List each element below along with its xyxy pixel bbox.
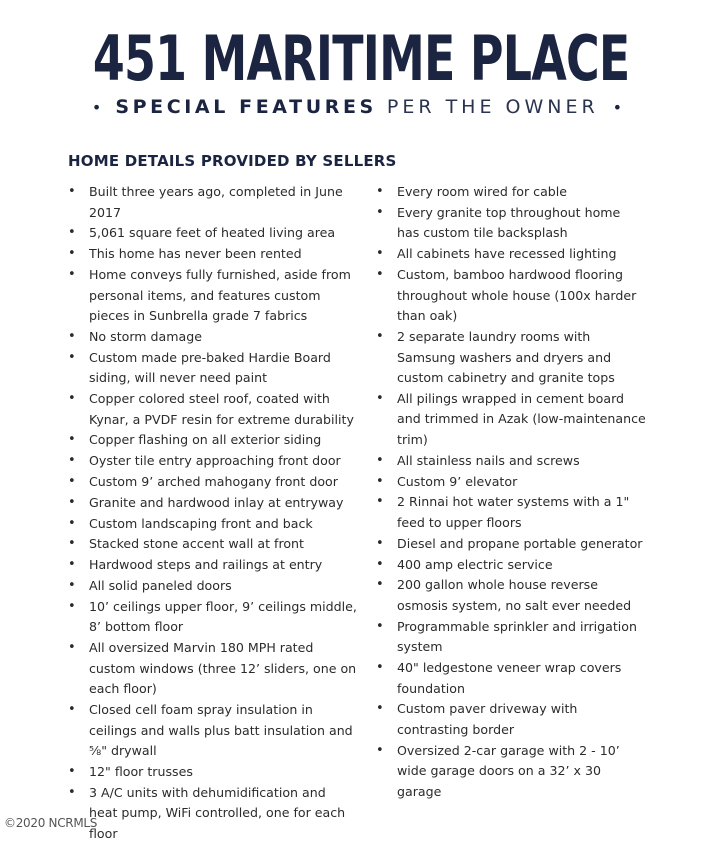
feature-item: • 400 amp electric service <box>376 555 646 576</box>
feature-item: • All stainless nails and screws <box>376 451 646 472</box>
feature-item: • 2 separate laundry rooms with Samsung washers and dryers and custom cabinetry and granite tops <box>376 327 646 389</box>
feature-item: • Custom made pre-baked Hardie Board siding, will never need paint <box>68 348 358 389</box>
feature-item: • Every granite top throughout home has custom tile backsplash <box>376 203 646 244</box>
feature-item: • Custom 9’ elevator <box>376 472 646 493</box>
feature-item: • 2 Rinnai hot water systems with a 1" feed to upper floors <box>376 492 646 533</box>
feature-item: • Copper colored steel roof, coated with Kynar, a PVDF resin for extreme durability <box>68 389 358 430</box>
feature-item: • Diesel and propane portable generator <box>376 534 646 555</box>
section-heading: HOME DETAILS PROVIDED BY SELLERS <box>68 152 397 170</box>
copyright-notice: ©2020 NCRMLS <box>4 816 98 830</box>
feature-item: • 200 gallon whole house reverse osmosis system, no salt ever needed <box>376 575 646 616</box>
feature-item: • Custom paver driveway with contrasting border <box>376 699 646 740</box>
page-title: 451 MARITIME PLACE <box>92 22 630 95</box>
feature-item: • Oversized 2-car garage with 2 - 10’ wide garage doors on a 32’ x 30 garage <box>376 741 646 803</box>
feature-item: • Copper flashing on all exterior siding <box>68 430 358 451</box>
feature-item: • 12" floor trusses <box>68 762 358 783</box>
feature-item: • All solid paneled doors <box>68 576 358 597</box>
subtitle-special-features: SPECIAL FEATURES <box>115 96 377 118</box>
feature-list-left <box>68 182 358 845</box>
feature-item: • Every room wired for cable <box>376 182 646 203</box>
feature-item: • 3 A/C units with dehumidification and heat pump, WiFi controlled, one for each floor <box>68 783 358 845</box>
feature-item: • Hardwood steps and railings at entry <box>68 555 358 576</box>
feature-item: • Granite and hardwood inlay at entryway <box>68 493 358 514</box>
feature-item: • Home conveys fully furnished, aside from personal items, and features custom pieces in Sunbrella grade 7 fabrics <box>68 265 358 327</box>
feature-item: • This home has never been rented <box>68 244 358 265</box>
feature-item: • Stacked stone accent wall at front <box>68 534 358 555</box>
feature-item: • Custom 9’ arched mahogany front door <box>68 472 358 493</box>
feature-item: • All pilings wrapped in cement board and trimmed in Azak (low-maintenance trim) <box>376 389 646 451</box>
feature-item: • 5,061 square feet of heated living area <box>68 223 358 244</box>
feature-item: • Oyster tile entry approaching front door <box>68 451 358 472</box>
feature-item: • 40" ledgestone veneer wrap covers foundation <box>376 658 646 699</box>
feature-list-right <box>376 182 646 803</box>
feature-item: • All oversized Marvin 180 MPH rated custom windows (three 12’ sliders, one on each floor) <box>68 638 358 700</box>
feature-item: • Built three years ago, completed in June 2017 <box>68 182 358 223</box>
subtitle-bullet-right: • <box>612 98 623 117</box>
feature-item: • 10’ ceilings upper floor, 9’ ceilings middle, 8’ bottom floor <box>68 597 358 638</box>
subtitle-per-the-owner: PER THE OWNER <box>386 96 599 118</box>
feature-item: • Custom landscaping front and back <box>68 514 358 535</box>
subtitle-bullet-left: • <box>91 98 102 117</box>
feature-item: • No storm damage <box>68 327 358 348</box>
feature-item: • Custom, bamboo hardwood flooring throughout whole house (100x harder than oak) <box>376 265 646 327</box>
subtitle <box>0 96 714 118</box>
feature-item: • Programmable sprinkler and irrigation system <box>376 617 646 658</box>
feature-item: • All cabinets have recessed lighting <box>376 244 646 265</box>
feature-item: • Closed cell foam spray insulation in ceilings and walls plus batt insulation and ⅝" drywall <box>68 700 358 762</box>
